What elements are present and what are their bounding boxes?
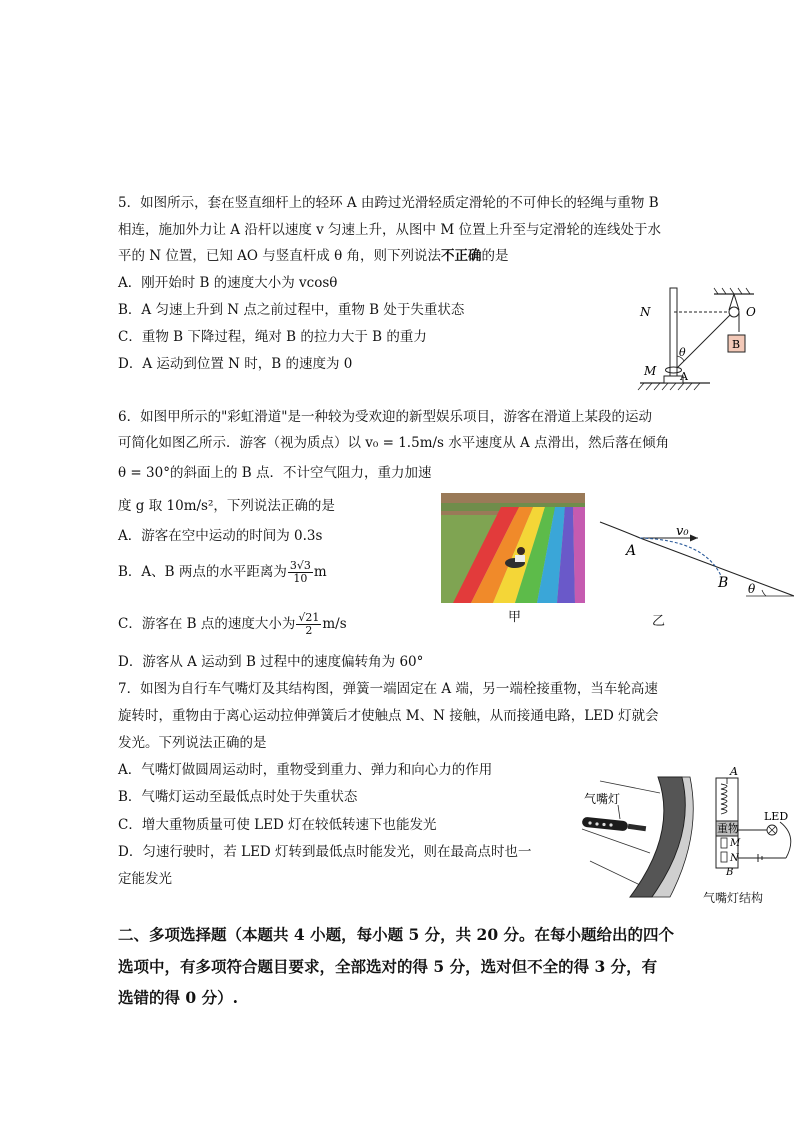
section2-line3: 选错的得 0 分）. — [118, 988, 238, 1007]
q6-label-theta: θ — [748, 582, 756, 596]
section2-line2: 选项中，有多项符合题目要求，全部选对的得 5 分，选对但不全的得 3 分，有 — [118, 957, 658, 976]
q6-option-c: C．游客在 B 点的速度大小为 $\frac{√21}{2}$ m/s — [118, 611, 347, 637]
q6-stem-line4: 度 g 取 10m/s²，下列说法正确的是 — [118, 498, 335, 514]
q7-option-a: A．气嘴灯做圆周运动时，重物受到重力、弹力和向心力的作用 — [118, 762, 493, 778]
section2-line1: 二、多项选择题（本题共 4 小题，每小题 5 分，共 20 分。在每小题给出的四个 — [118, 925, 675, 944]
q6-stem-line2: 可简化如图乙所示．游客（视为质点）以 v₀ = 1.5m/s 水平速度从 A 点滑出，然后落在倾角 — [118, 435, 670, 451]
q6-label-b: B — [718, 575, 729, 591]
q7-option-d-line1: D．匀速行驶时，若 LED 灯转到最低点时能发光，则在最高点时也一 — [118, 844, 532, 860]
structure-label-weight: 重物 — [717, 822, 739, 835]
q7-stem-line1: 7．如图为自行车气嘴灯及其结构图，弹簧一端固定在 A 端，另一端栓接重物，当车轮高速 — [118, 681, 658, 697]
structure-label-b: B — [726, 867, 734, 876]
structure-label-a: A — [730, 765, 738, 778]
q7-option-c: C．增大重物质量可使 LED 灯在较低转速下也能发光 — [118, 817, 437, 833]
q7-option-d-line2: 定能发光 — [118, 871, 172, 887]
structure-label-m: M — [730, 838, 741, 849]
q5-option-b: B．A 匀速上升到 N 点之前过程中，重物 B 处于失重状态 — [118, 302, 465, 318]
q6-label-v0: v₀ — [676, 524, 689, 539]
q5-option-d: D．A 运动到位置 N 时，B 的速度为 0 — [118, 356, 353, 372]
caption-jia: 甲 — [508, 610, 522, 625]
q7-option-b: B．气嘴灯运动至最低点时处于失重状态 — [118, 789, 358, 805]
q6-stem-line3: θ = 30°的斜面上的 B 点．不计空气阻力，重力加速 — [118, 465, 432, 481]
q5-label-o: O — [746, 305, 756, 319]
q5-label-m: M — [644, 364, 657, 378]
caption-lamp-structure: 气嘴灯结构 — [703, 891, 764, 905]
q5-option-c: C．重物 B 下降过程，绳对 B 的拉力大于 B 的重力 — [118, 329, 427, 345]
q7-stem-line2: 旋转时，重物由于离心运动拉伸弹簧后才使触点 M、N 接触，从而接通电路，LED 灯就会 — [118, 708, 659, 724]
q5-stem-line1: 5．如图所示，套在竖直细杆上的轻环 A 由跨过光滑轻质定滑轮的不可伸长的轻绳与重物 B — [118, 195, 659, 211]
q5-label-b: B — [732, 338, 741, 351]
q5-label-theta: θ — [679, 346, 686, 359]
label-lamp: 气嘴灯 — [584, 792, 621, 806]
caption-yi: 乙 — [652, 614, 666, 629]
q6-option-d: D．游客从 A 运动到 B 过程中的速度偏转角为 60° — [118, 654, 424, 670]
bike-wheel-lamp-figure — [570, 773, 700, 900]
q6-projectile-figure — [596, 510, 794, 602]
q5-label-a: A — [680, 370, 688, 383]
q6-stem-line1: 6．如图甲所示的"彩虹滑道"是一种较为受欢迎的新型娱乐项目，游客在滑道上某段的运动 — [118, 409, 653, 425]
q5-stem-line2: 相连，施加外力让 A 沿杆以速度 v 匀速上升，从图中 M 位置上升至与定滑轮的连线处于水 — [118, 222, 661, 238]
structure-label-led: LED — [764, 810, 789, 823]
structure-label-n: N — [730, 853, 739, 864]
rainbow-slide-photo — [441, 493, 585, 603]
q6-option-b: B．A、B 两点的水平距离为 $\frac{3√3}{10}$ m — [118, 559, 327, 585]
q5-pulley-figure — [630, 282, 770, 394]
q5-option-a: A．刚开始时 B 的速度大小为 vcosθ — [118, 275, 338, 291]
q5-label-n: N — [640, 305, 651, 319]
q7-stem-line3: 发光。下列说法正确的是 — [118, 735, 267, 751]
q5-not-correct-emphasis: 不正确 — [441, 248, 482, 264]
q5-stem-line3: 平的 N 位置，已知 AO 与竖直杆成 θ 角，则下列说法不正确的是 — [118, 248, 509, 264]
lamp-structure-figure — [706, 764, 792, 876]
q6-label-a: A — [626, 543, 637, 559]
q6-option-a: A．游客在空中运动的时间为 0.3s — [118, 528, 323, 544]
